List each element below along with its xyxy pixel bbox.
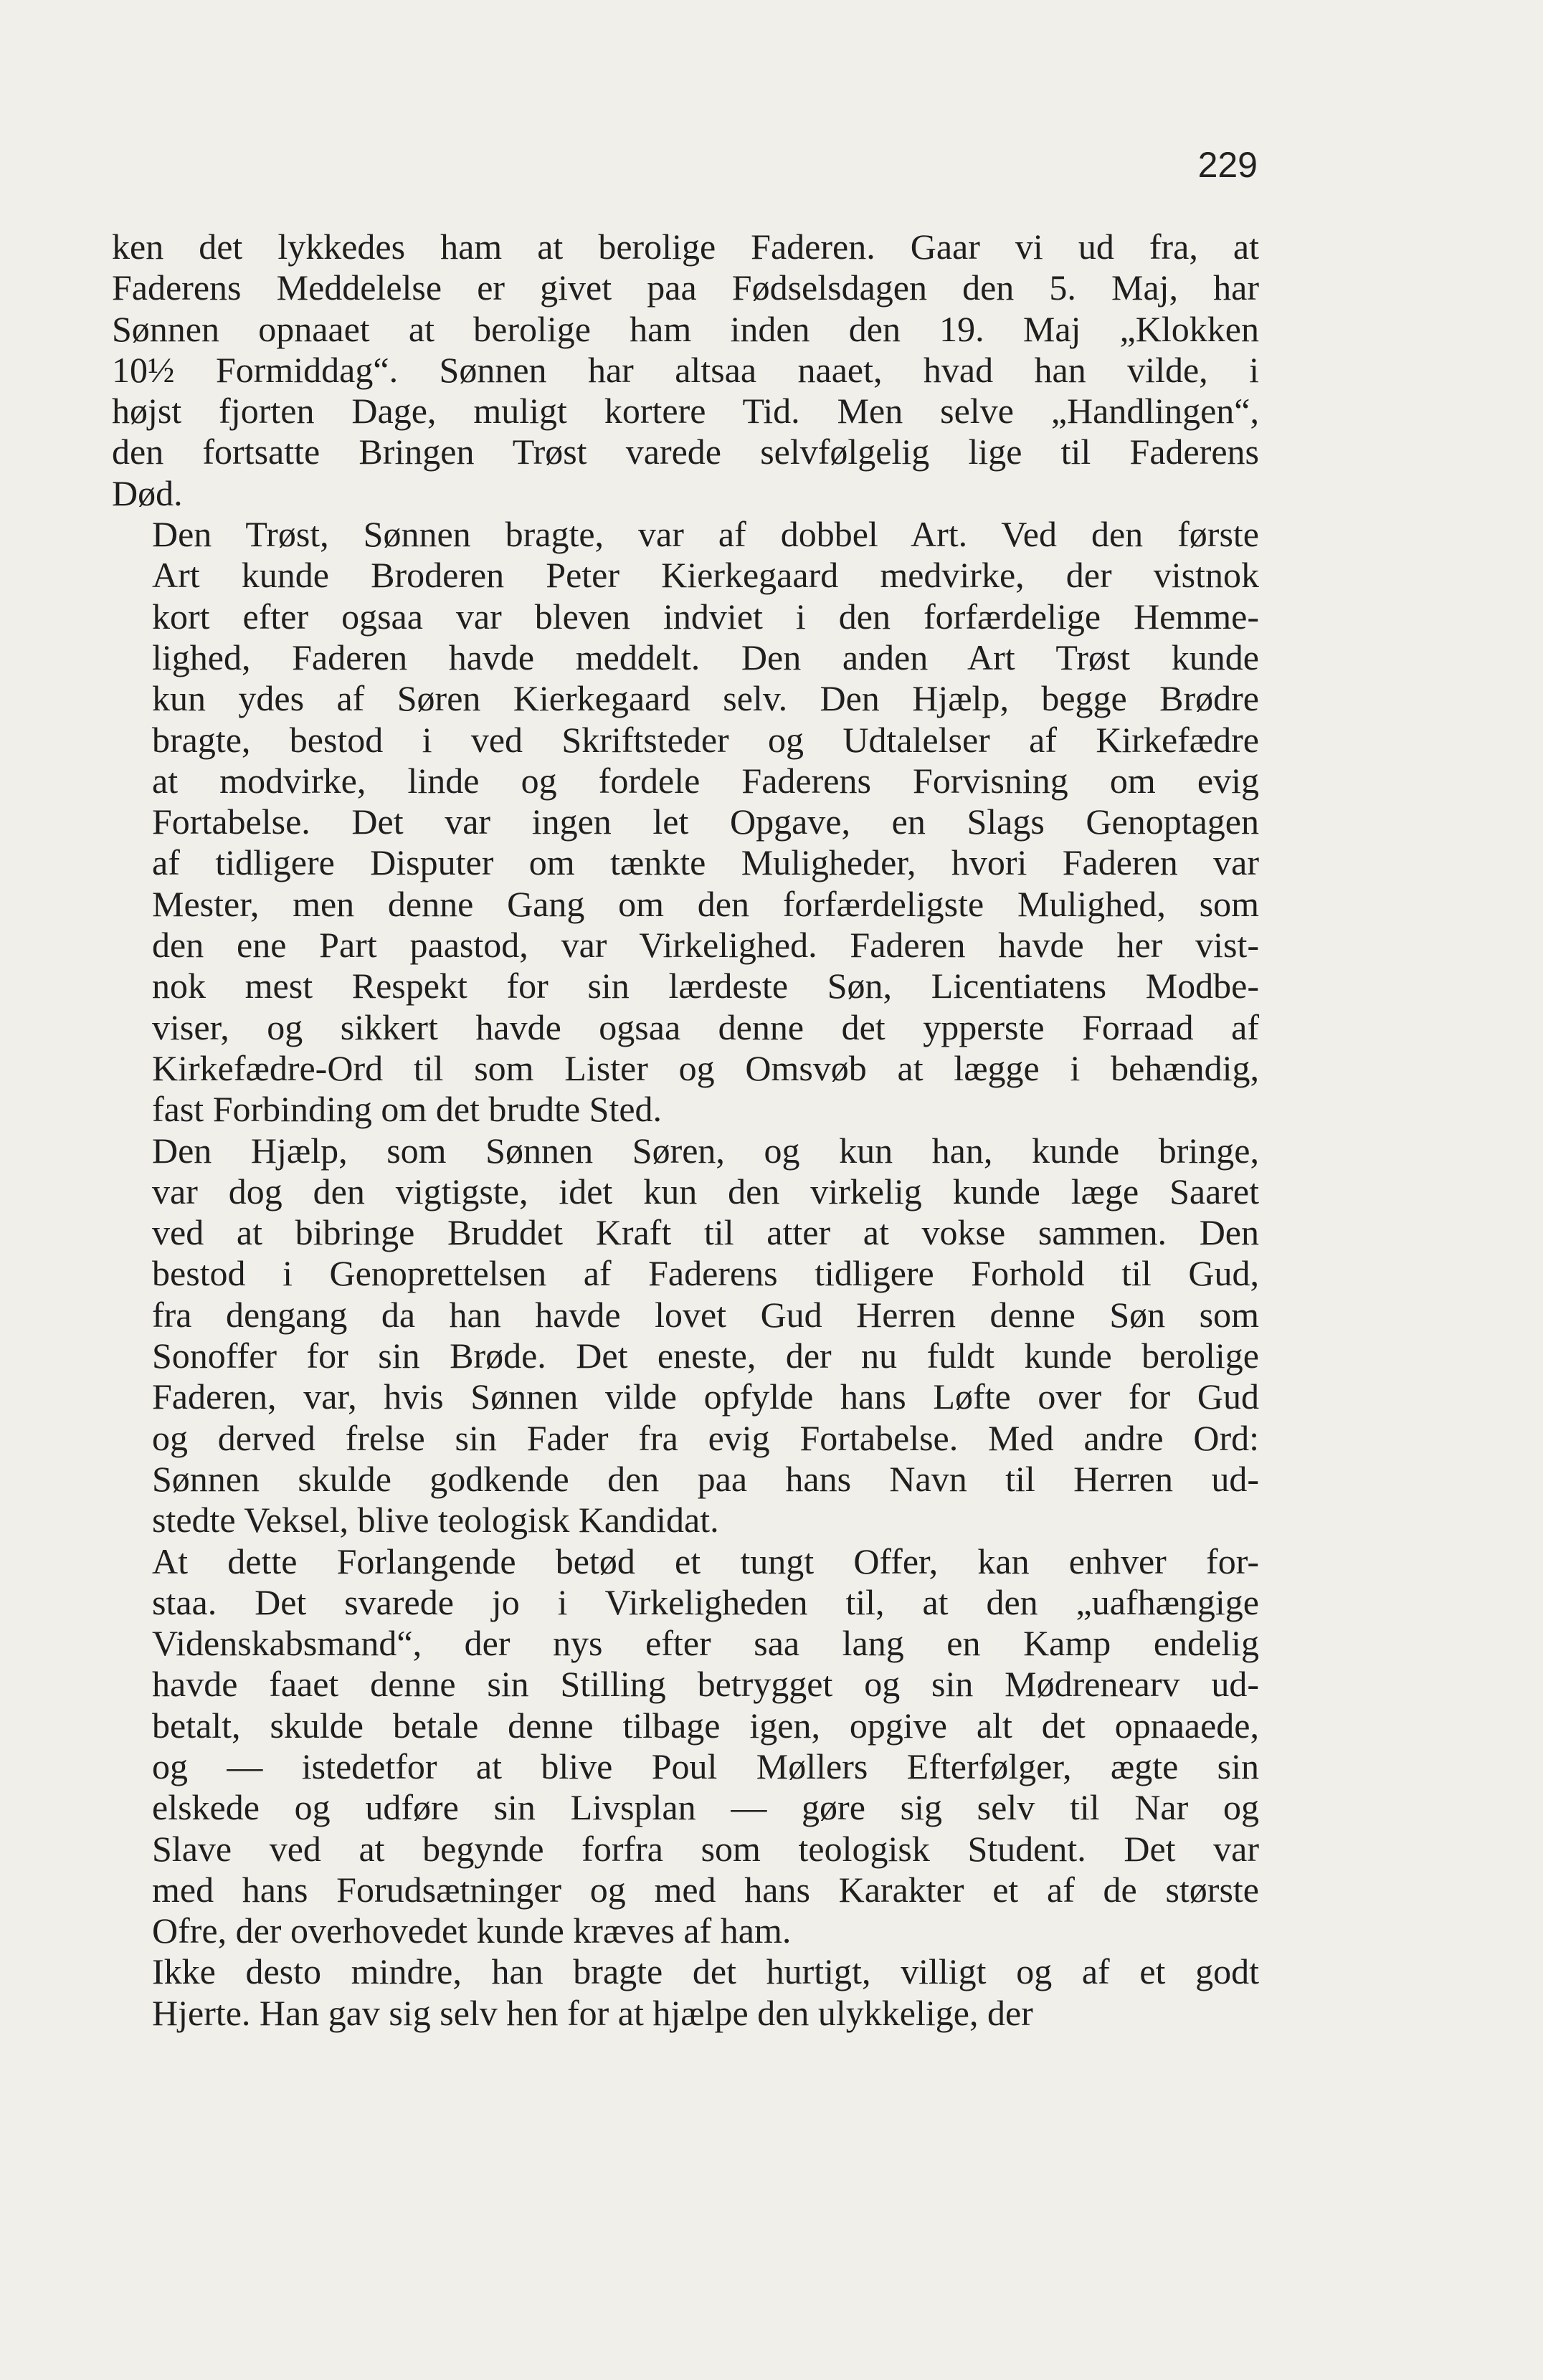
text-line: kun ydes af Søren Kierkegaard selv. Den Hjælp, begge Brødre <box>152 678 1259 719</box>
text-line: stedte Veksel, blive teologisk Kandidat. <box>152 1500 719 1541</box>
text-line: nok mest Respekt for sin lærdeste Søn, Licentiatens Modbe- <box>152 966 1259 1006</box>
text-line: Kirkefædre-Ord til som Lister og Omsvøb at lægge i behændig, <box>152 1047 1259 1088</box>
page-number: 229 <box>1197 145 1258 185</box>
text-line: at modvirke, linde og fordele Faderens Forvisning om evig <box>152 760 1259 801</box>
text-line: Fortabelse. Det var ingen let Opgave, en Slags Genoptagen <box>152 801 1259 842</box>
body-text <box>112 227 1259 2034</box>
text-line: lighed, Faderen havde meddelt. Den anden Art Trøst kunde <box>152 637 1259 677</box>
paragraph <box>112 1541 1259 1952</box>
text-line: Art kunde Broderen Peter Kierkegaard medvirke, der vistnok <box>152 555 1259 596</box>
text-line: var dog den vigtigste, idet kun den virkelig kunde læge Saaret <box>152 1171 1259 1212</box>
text-line: med hans Forudsætninger og med hans Karakter et af de største <box>152 1869 1259 1910</box>
text-line: Sønnen opnaaet at berolige ham inden den 19. Maj „Klokken <box>112 308 1259 349</box>
text-line: Ofre, der overhovedet kunde kræves af ham. <box>152 1910 792 1951</box>
text-line: den ene Part paastod, var Virkelighed. Faderen havde her vist- <box>152 925 1259 966</box>
paragraph <box>112 514 1259 1130</box>
text-line: At dette Forlangende betød et tungt Offer, kan enhver for- <box>152 1541 1259 1581</box>
text-line: Slave ved at begynde forfra som teologisk Student. Det var <box>152 1828 1259 1869</box>
text-line: elskede og udføre sin Livsplan — gøre sig selv til Nar og <box>152 1787 1259 1828</box>
text-line: betalt, skulde betale denne tilbage igen, opgive alt det opnaaede, <box>152 1705 1259 1746</box>
text-line: af tidligere Disputer om tænkte Muligheder, hvori Faderen var <box>152 842 1259 883</box>
text-line: fast Forbinding om det brudte Sted. <box>152 1089 663 1130</box>
text-line: 10½ Formiddag“. Sønnen har altsaa naaet, hvad han vilde, i <box>112 349 1259 390</box>
text-line: Ikke desto mindre, han bragte det hurtigt, villigt og af et godt <box>152 1951 1259 1992</box>
text-line: og — istedetfor at blive Poul Møllers Efterfølger, ægte sin <box>152 1746 1259 1786</box>
paragraph <box>112 1951 1259 2034</box>
text-line: bragte, bestod i ved Skriftsteder og Udtalelser af Kirkefædre <box>152 719 1259 760</box>
text-line: og derved frelse sin Fader fra evig Fortabelse. Med andre Ord: <box>152 1417 1259 1458</box>
text-line: Faderens Meddelelse er givet paa Fødselsdagen den 5. Maj, har <box>112 267 1259 308</box>
text-line: højst fjorten Dage, muligt kortere Tid. Men selve „Handlingen“, <box>112 391 1259 432</box>
paragraph <box>112 1130 1259 1541</box>
text-line: kort efter ogsaa var bleven indviet i den forfærdelige Hemme- <box>152 596 1259 637</box>
text-line: Den Trøst, Sønnen bragte, var af dobbel Art. Ved den første <box>152 514 1259 555</box>
text-line: Videnskabsmand“, der nys efter saa lang en Kamp endelig <box>152 1623 1259 1664</box>
text-line: ved at bibringe Bruddet Kraft til atter at vokse sammen. Den <box>152 1212 1259 1253</box>
text-line: staa. Det svarede jo i Virkeligheden til, at den „uafhængige <box>152 1581 1259 1622</box>
text-line: fra dengang da han havde lovet Gud Herren denne Søn som <box>152 1294 1259 1335</box>
text-line: Hjerte. Han gav sig selv hen for at hjælpe den ulykkelige, der <box>152 1992 1033 2033</box>
text-line: den fortsatte Bringen Trøst varede selvfølgelig lige til Faderens <box>112 432 1259 472</box>
text-line: ken det lykkedes ham at berolige Faderen. Gaar vi ud fra, at <box>112 227 1259 267</box>
text-line: Faderen, var, hvis Sønnen vilde opfylde hans Løfte over for Gud <box>152 1376 1259 1417</box>
text-line: Den Hjælp, som Sønnen Søren, og kun han, kunde bringe, <box>152 1130 1259 1171</box>
paragraph <box>112 227 1259 514</box>
text-line: Sønnen skulde godkende den paa hans Navn til Herren ud- <box>152 1458 1259 1499</box>
text-line: Død. <box>112 472 183 513</box>
text-line: bestod i Genoprettelsen af Faderens tidligere Forhold til Gud, <box>152 1253 1259 1294</box>
text-line: viser, og sikkert havde ogsaa denne det ypperste Forraad af <box>152 1006 1259 1047</box>
text-line: Sonoffer for sin Brøde. Det eneste, der nu fuldt kunde berolige <box>152 1336 1259 1376</box>
text-line: havde faaet denne sin Stilling betrygget og sin Mødrenearv ud- <box>152 1664 1259 1705</box>
text-line: Mester, men denne Gang om den forfærdeligste Mulighed, som <box>152 883 1259 924</box>
